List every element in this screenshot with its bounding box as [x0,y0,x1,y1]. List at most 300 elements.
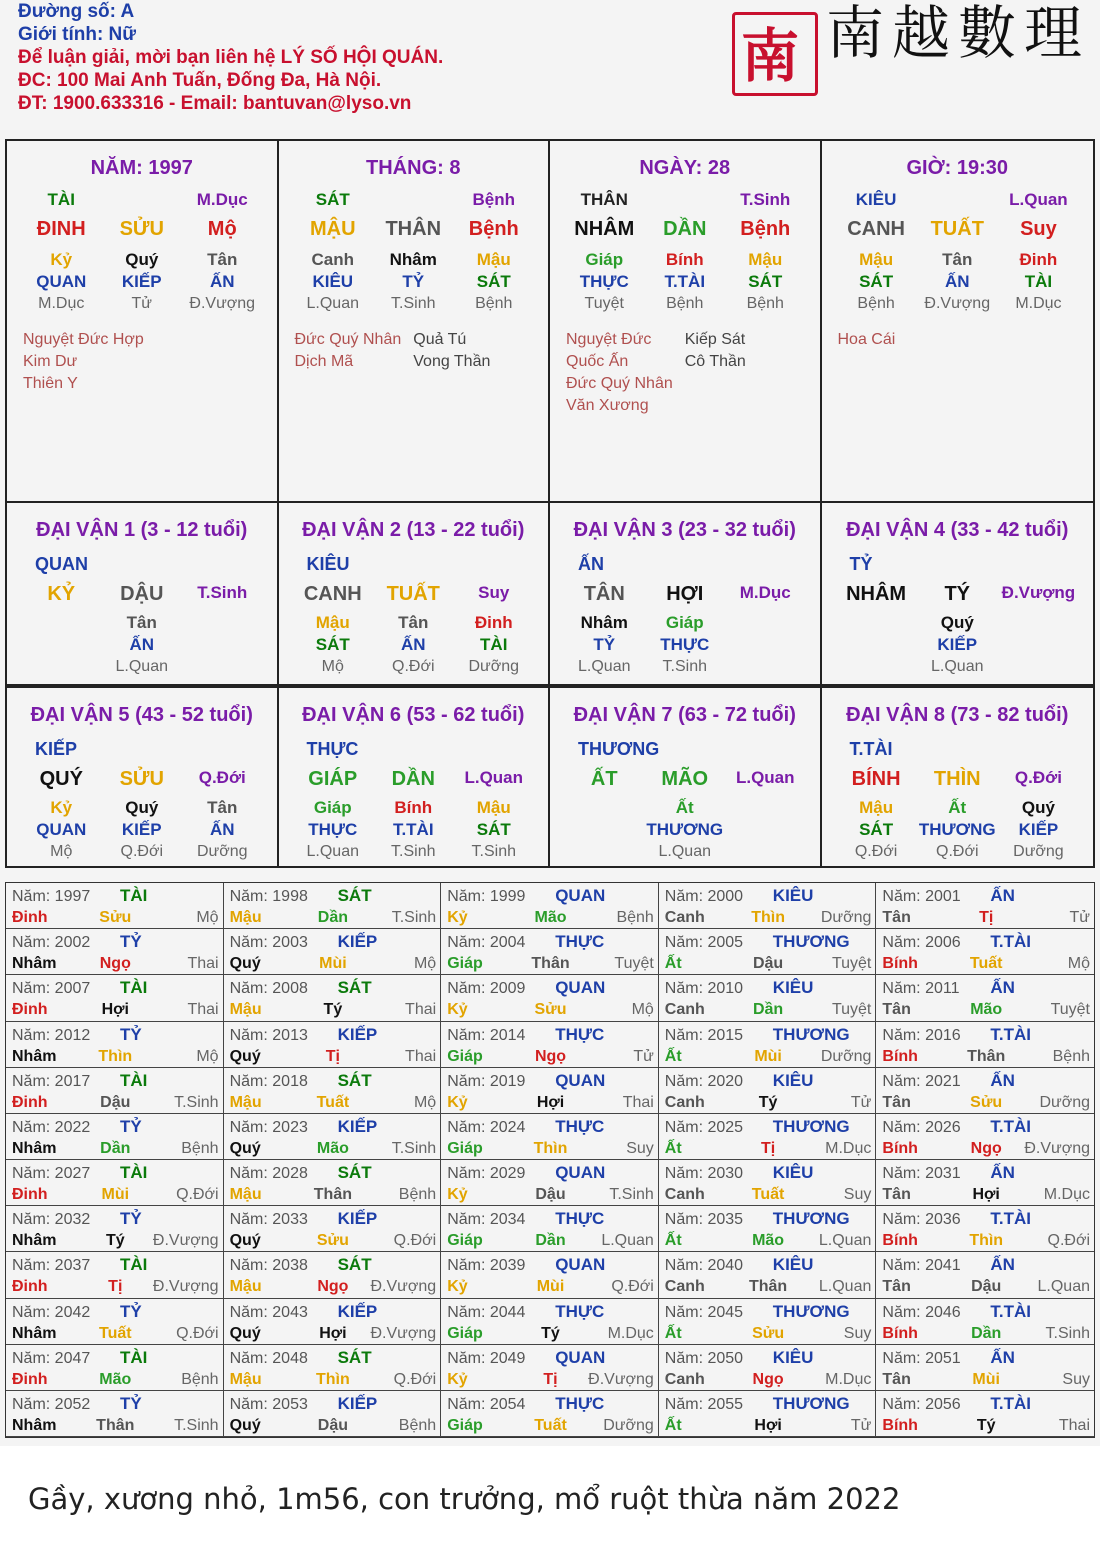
year-stem: Tân [882,1278,911,1296]
year-number: Năm: 2030 [664,1165,744,1182]
stars-right [957,329,1077,351]
spacer [564,841,645,863]
dai-van-hidden [279,612,549,634]
dai-van-title: ĐẠI VẬN 3 (23 - 32 tuổi) [573,519,796,541]
contact-line: Để luận giải, mời bạn liên hệ LÝ SỐ HỘI QUÁN. [18,47,444,68]
star-name: Vong Thần [413,353,491,370]
dai-van-gods-item: T.TÀI [392,820,434,839]
hidden-stem: Mậu [859,250,894,269]
year-header [12,931,219,953]
life-stage: Q.Đới [198,768,246,787]
year-stem: Giáp [447,1416,483,1434]
year-branch: Thìn [751,909,785,926]
dai-van-gods-item: SÁT [315,635,350,654]
year-stem-branch [882,1092,1090,1113]
year-god: THỰC [555,1301,605,1321]
dai-van-phases-item: Q.Đới [120,843,163,860]
dai-van-stem-branch [7,583,277,606]
year-cell [876,883,1094,929]
year-stem-branch [665,1323,872,1344]
dai-van-gods [279,819,549,841]
year-phase: L.Quan [818,1232,872,1250]
year-stem-branch [447,953,654,974]
dai-van-hidden [7,612,277,634]
year-header [447,1301,654,1323]
year-number: Năm: 2048 [229,1349,308,1367]
dai-van-gods-item: KIẾP [1018,820,1059,839]
year-stem-branch [447,1415,654,1436]
year-cell [441,1252,659,1298]
year-stem-branch [230,1369,437,1390]
year-stem-branch [882,953,1090,974]
pillar-god: THÂN [580,190,628,209]
year-phase: Tuyệt [831,1001,872,1019]
dai-van-title: ĐẠI VẬN 8 (73 - 82 tuổi) [846,704,1069,726]
year-number: Năm: 2056 [882,1395,961,1413]
year-branch: Mùi [972,1370,1000,1388]
year-header [665,1393,872,1415]
pillar-stem-branch [550,218,820,241]
year-phase: Suy [843,1186,872,1203]
pillar-title: NGÀY: 28 [639,157,731,179]
year-phase: Q.Đới [176,1186,219,1203]
year-number: Năm: 2037 [12,1257,91,1275]
dai-van-phases [7,841,277,863]
hidden-phase: T.Sinh [391,295,436,312]
year-number: Năm: 2045 [664,1303,744,1321]
year-stem: Tân [882,909,911,926]
dai-van-title: ĐẠI VẬN 5 (43 - 52 tuổi) [30,704,253,726]
year-phase: Tử [850,1093,872,1111]
year-phase: Mộ [196,909,219,926]
year-cell [659,1022,877,1068]
year-god: ẤN [990,1163,1015,1182]
year-header [447,1208,654,1230]
year-stem: Bính [882,1047,918,1065]
hidden-stem: Canh [311,250,354,269]
hidden-phase: Đ.Vượng [189,295,256,312]
year-phase: Suy [843,1324,872,1342]
year-god: THƯƠNG [772,1116,850,1136]
year-phase: Dưỡng [820,909,872,926]
year-god: TỶ [120,1393,142,1413]
year-cell [441,883,659,929]
dai-van-hidden-item: Tân [126,613,157,632]
heavenly-stem: GIÁP [308,768,358,790]
year-branch: Thìn [969,1232,1004,1250]
hidden-god: QUAN [36,272,87,291]
year-stem: Kỷ [447,1001,468,1019]
dai-van-hidden-item: Mậu [315,613,350,632]
year-number: Năm: 2010 [664,980,744,998]
year-phase: Thai [1058,1416,1090,1434]
year-phase: Dưỡng [1039,1093,1090,1111]
year-phase: Đ.Vượng [370,1324,437,1342]
year-stem: Quý [229,1232,261,1250]
year-header [447,1254,654,1276]
year-cell [6,1299,224,1345]
year-god: QUAN [555,978,606,998]
path-number: Đường số: A [18,1,135,22]
dai-van-hidden [550,797,820,819]
year-god: ẤN [990,978,1015,998]
year-stem-branch [447,999,654,1020]
year-stem-branch [12,999,219,1020]
pillar-top-row [7,190,277,210]
dai-van-hidden-item: Nhâm [580,613,628,632]
year-phase: T.Sinh [391,909,437,926]
year-stem-branch [447,1369,654,1390]
year-phase: Mộ [1067,955,1090,973]
year-branch: Mão [970,1001,1003,1019]
dai-van-title: ĐẠI VẬN 2 (13 - 22 tuổi) [302,519,525,541]
gender: Giới tính: Nữ [18,24,137,45]
year-branch: Tị [979,909,994,926]
pillar-top-row [822,190,1094,210]
year-stem: Nhâm [12,1324,57,1342]
heavenly-stem: NHÂM [574,218,635,240]
year-god: THỰC [555,932,605,952]
year-number: Năm: 2047 [12,1349,91,1367]
brand-title: 南越數理 [826,0,1091,67]
hidden-god: KIÊU [312,272,354,291]
year-branch: Tuất [751,1186,785,1203]
year-number: Năm: 2039 [447,1257,526,1275]
year-stem-branch [665,1138,872,1159]
dai-van-gods-item: QUAN [36,820,87,839]
year-phase: M.Dục [1043,1186,1090,1203]
star-name: Kim Dư [23,353,78,370]
year-branch: Dậu [317,1416,348,1434]
hidden-stem: Tân [942,250,973,269]
year-branch: Tị [325,1047,340,1065]
stars-right [144,329,261,395]
earthly-branch: DẬU [120,583,164,605]
year-header [12,1162,219,1184]
year-cell [659,975,877,1021]
dai-van-phases [550,656,820,678]
year-stem: Ất [664,1139,682,1157]
year-branch: Mão [752,1232,785,1250]
year-branch: Dần [317,909,348,926]
year-god: TỶ [120,1301,142,1321]
year-phase: Tuyệt [1050,1001,1090,1019]
year-header [882,1208,1090,1230]
year-header [665,1024,872,1046]
year-phase: Q.Đới [176,1324,219,1342]
year-cell [659,1252,877,1298]
life-stage: Mộ [207,218,237,240]
dai-van-gods-item: THƯƠNG [918,820,996,839]
dai-van-gods [822,634,1094,656]
year-cell [224,883,442,929]
dai-van-gods-item: KIẾP [121,820,162,839]
year-god: THỰC [555,1209,605,1229]
star-name: Nguyệt Đức [566,331,652,348]
year-cell [441,1114,659,1160]
year-stem-branch [665,907,872,928]
year-stem: Mậu [229,1278,262,1296]
year-header [12,1070,219,1092]
year-stem: Quý [229,1416,261,1434]
year-phase: T.Sinh [174,1093,219,1111]
dai-van-phases-item: T.Sinh [662,658,707,675]
year-god: KIÊU [772,1255,814,1275]
year-number: Năm: 2015 [664,1026,744,1044]
year-number: Năm: 2040 [664,1257,744,1275]
pillar-god: SÁT [315,190,350,209]
spacer [564,797,645,819]
year-stem: Nhâm [12,1047,57,1065]
year-cell [224,1345,442,1391]
pillar-top-row [550,190,820,210]
spacer [21,612,102,634]
dai-van-gods-item: SÁT [476,820,511,839]
year-branch: Sửu [970,1093,1003,1111]
dai-van-gods-item: ẤN [129,635,155,654]
hidden-stem: Đinh [1019,250,1058,269]
caption-note: Gầy, xương nhỏ, 1m56, con trưởng, mổ ruột thừa năm 2022 [28,1482,901,1516]
year-header [12,1301,219,1323]
year-stem-branch [447,1092,654,1113]
year-phase: Thai [405,1001,437,1019]
year-stem: Đinh [12,1001,48,1019]
star-name: Văn Xương [566,397,649,414]
hidden-stem: Bính [665,250,704,269]
year-branch: Dậu [535,1186,566,1203]
hidden-god: T.TÀI [664,272,706,291]
hidden-stems [7,249,277,271]
year-phase: Q.Đới [393,1232,437,1250]
year-stem: Mậu [229,1001,262,1019]
year-cell [876,1299,1094,1345]
spacer [645,190,726,210]
earthly-branch: THÂN [385,218,442,240]
year-stem: Giáp [447,1047,483,1065]
year-god: SÁT [337,1347,372,1367]
year-stem-branch [447,1138,654,1159]
year-header [230,885,437,907]
year-branch: Mùi [754,1047,782,1065]
earthly-branch: DẦN [391,768,435,790]
dai-van-phases-item: T.Sinh [471,843,516,860]
year-header [447,1024,654,1046]
earthly-branch: TÝ [944,583,971,605]
dai-van-gods-item: KIẾP [937,635,978,654]
year-stem: Nhâm [12,955,57,973]
year-cell [659,883,877,929]
dai-van-phases [279,841,549,863]
life-stage: L.Quan [464,768,524,787]
year-god: TÀI [120,1255,148,1275]
hidden-stems [279,249,549,271]
year-header [447,977,654,999]
stars-left [295,329,414,373]
year-god: QUAN [555,1070,606,1090]
dai-van-title: ĐẠI VẬN 6 (53 - 62 tuổi) [302,704,525,726]
year-header [230,1162,437,1184]
year-header [230,977,437,999]
year-stem-branch [12,1092,219,1113]
year-phase: Dưỡng [603,1416,654,1434]
year-branch: Ngọ [534,1047,567,1065]
year-header [665,1070,872,1092]
year-stem-branch [882,1184,1090,1205]
spacer [725,819,806,841]
dai-van-hidden-item: Ất [675,798,694,817]
year-stem: Tân [882,1001,911,1019]
year-number: Năm: 2055 [664,1395,744,1413]
year-cell [224,1206,442,1252]
year-god: T.TÀI [990,1393,1031,1413]
dai-van-gods-item: THƯƠNG [646,820,724,839]
dai-van-god: ẤN [578,554,604,574]
year-god: KIẾP [337,1209,378,1229]
year-stem-branch [230,953,437,974]
year-stem-branch [882,1369,1090,1390]
life-stage: Bệnh [740,218,791,240]
dai-van-stem-branch [822,768,1094,791]
year-header [447,1347,654,1369]
stars-right [413,329,532,373]
year-cell [6,975,224,1021]
year-god: SÁT [337,978,372,998]
year-number: Năm: 2042 [12,1303,91,1321]
year-cell [6,1114,224,1160]
year-stem-branch [882,1276,1090,1297]
year-branch: Hợi [972,1186,1000,1203]
red-seal-logo: 南 [732,12,818,96]
year-god: T.TÀI [990,1209,1031,1229]
year-stem: Canh [664,1093,705,1111]
year-branch: Mùi [101,1186,130,1203]
year-stem-branch [665,1369,872,1390]
dai-van-title: ĐẠI VẬN 4 (33 - 42 tuổi) [846,519,1069,541]
year-stem: Kỷ [447,1370,468,1388]
spacer [836,612,917,634]
year-stem: Bính [882,1232,918,1250]
year-phase: Q.Đới [611,1278,654,1296]
year-god: THƯƠNG [772,1024,850,1044]
earthly-branch: DẦN [663,218,707,240]
year-number: Năm: 2023 [229,1118,308,1136]
year-god: T.TÀI [990,932,1031,952]
year-number: Năm: 2007 [12,980,91,998]
year-god: KIÊU [772,1070,814,1090]
year-header [12,1254,219,1276]
year-branch: Tị [760,1139,776,1157]
dai-van-gods [279,634,549,656]
hidden-phases [822,293,1094,315]
dai-van-phases-item: L.Quan [115,658,168,675]
year-header [882,977,1090,999]
year-phase: Bệnh [616,909,654,926]
year-branch: Dậu [971,1278,1002,1296]
heavenly-stem: ẤT [590,768,618,790]
year-god: QUAN [555,1255,606,1275]
year-god: THƯƠNG [772,1209,850,1229]
year-branch: Tuất [534,1416,567,1434]
dai-van-gods-item: THỰC [308,820,358,839]
year-stem-branch [12,1369,219,1390]
spacer [725,634,806,656]
year-god: TÀI [120,1347,148,1367]
year-cell [876,929,1094,975]
year-header [230,1301,437,1323]
year-branch: Dậu [752,955,784,973]
year-god: THƯƠNG [772,1301,850,1321]
year-number: Năm: 2009 [447,980,526,998]
year-god: ẤN [990,886,1015,905]
year-number: Năm: 2005 [664,934,744,952]
year-god: THƯƠNG [772,932,850,952]
year-stem-branch [665,1092,872,1113]
year-phase: Bệnh [398,1186,437,1203]
dai-van-phases-item: Mộ [321,658,344,675]
year-number: Năm: 2041 [882,1257,961,1275]
pillar-1 [279,141,551,501]
year-stem: Đinh [12,1278,48,1296]
address-line: ĐC: 100 Mai Anh Tuấn, Đống Đa, Hà Nội. [18,70,382,91]
year-stem-branch [882,999,1090,1020]
heavenly-stem: NHÂM [846,583,907,605]
year-branch: Sửu [316,1232,349,1250]
hidden-god: SÁT [748,272,783,291]
spacer [998,634,1079,656]
year-cell [6,1022,224,1068]
year-god: SÁT [337,1163,372,1182]
dai-van-stem-branch [550,583,820,606]
year-phase: T.Sinh [391,1139,437,1157]
year-stem-branch [12,953,219,974]
hidden-stem: Mậu [476,250,511,269]
year-phase: M.Dục [825,1370,872,1388]
year-stem: Tân [882,1186,911,1203]
year-header [882,1301,1090,1323]
pillar-2 [550,141,822,501]
year-phase: Tử [633,1047,654,1065]
hidden-stem: Giáp [585,250,624,269]
dai-van-stem-branch [822,583,1094,606]
year-stem: Ất [664,1416,682,1434]
spacer [102,190,183,210]
year-cell [224,1068,442,1114]
year-branch: Tị [543,1370,558,1388]
year-god: SÁT [337,886,372,905]
year-stem-branch [230,1138,437,1159]
year-god: QUAN [555,886,606,905]
year-god: QUAN [555,1163,606,1182]
year-branch: Ngọ [970,1139,1002,1157]
pillar-title: GIỜ: 19:30 [906,157,1009,179]
spacer [725,797,806,819]
year-phase: Thai [622,1093,654,1111]
year-cell [224,1022,442,1068]
spacer [725,612,806,634]
year-god: ẤN [990,1070,1015,1090]
year-header [447,1116,654,1138]
year-stem-branch [12,1323,219,1344]
hidden-gods [822,271,1094,293]
year-number: Năm: 2044 [447,1303,526,1321]
life-stage: M.Dục [739,583,791,602]
hidden-gods [279,271,549,293]
year-phase: Mộ [196,1047,219,1065]
year-god: T.TÀI [990,1024,1031,1044]
life-stage: Đ.Vượng [1001,583,1076,602]
pillar-stem-branch [822,218,1094,241]
year-stem: Mậu [229,1186,262,1203]
